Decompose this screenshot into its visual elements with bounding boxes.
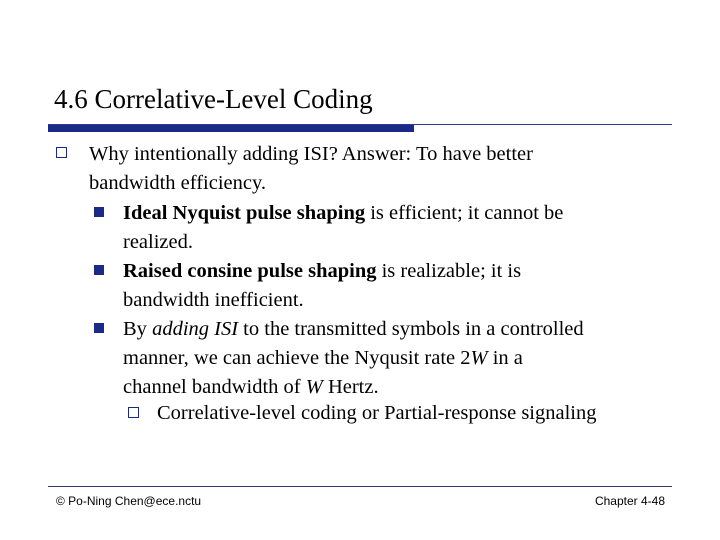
sub-sub-bullet-1: Correlative-level coding or Partial-response signaling — [157, 402, 597, 424]
sub-bullet-3-emphasis: adding ISI — [152, 318, 239, 340]
sub-bullet-3-line-3-text: channel bandwidth of — [123, 376, 306, 398]
bullet-1-line-2: bandwidth efficiency. — [89, 172, 267, 194]
filled-square-bullet-icon — [94, 265, 104, 275]
sub-bullet-1-line-1 — [123, 199, 563, 228]
sub-bullet-3-line-1 — [123, 315, 584, 344]
hollow-square-bullet-icon — [128, 407, 139, 418]
sub-bullet-2-line-2: bandwidth inefficient. — [123, 289, 304, 311]
sub-bullet-1-bold: Ideal Nyquist pulse shaping — [123, 202, 366, 224]
sub-bullet-2-bold: Raised consine pulse shaping — [123, 260, 377, 282]
sub-bullet-2-rest: is realizable; it is — [376, 260, 522, 282]
sub-bullet-3-line-3-end: Hertz. — [322, 376, 379, 398]
sub-bullet-1-line-2: realized. — [123, 231, 193, 253]
sub-bullet-3-line-2 — [123, 344, 523, 373]
filled-square-bullet-icon — [94, 323, 104, 333]
sub-bullet-3-line-3-var: W — [305, 376, 323, 398]
filled-square-bullet-icon — [94, 207, 104, 217]
footer-author: © Po-Ning Chen@ece.nctu — [56, 494, 202, 508]
hollow-square-bullet-icon — [56, 147, 67, 158]
title-rule-thick — [48, 125, 414, 132]
sub-bullet-3-line-2-end: in a — [487, 347, 523, 369]
footer-page-number: Chapter 4-48 — [594, 494, 665, 508]
bullet-1-line-1: Why intentionally adding ISI? Answer: To have better — [89, 143, 533, 165]
sub-bullet-3-pre: By — [123, 318, 153, 340]
sub-bullet-1-rest: is efficient; it cannot be — [365, 202, 564, 224]
sub-bullet-3-line-2-text: manner, we can achieve the Nyqusit rate 2 — [123, 347, 471, 369]
sub-bullet-3-line-2-var: W — [470, 347, 488, 369]
footer-rule — [48, 486, 672, 487]
sub-bullet-3-post: to the transmitted symbols in a controlled — [238, 318, 584, 340]
sub-bullet-3-line-3 — [123, 373, 379, 402]
slide-title: 4.6 Correlative-Level Coding — [54, 84, 373, 114]
sub-bullet-2-line-1 — [123, 257, 521, 286]
